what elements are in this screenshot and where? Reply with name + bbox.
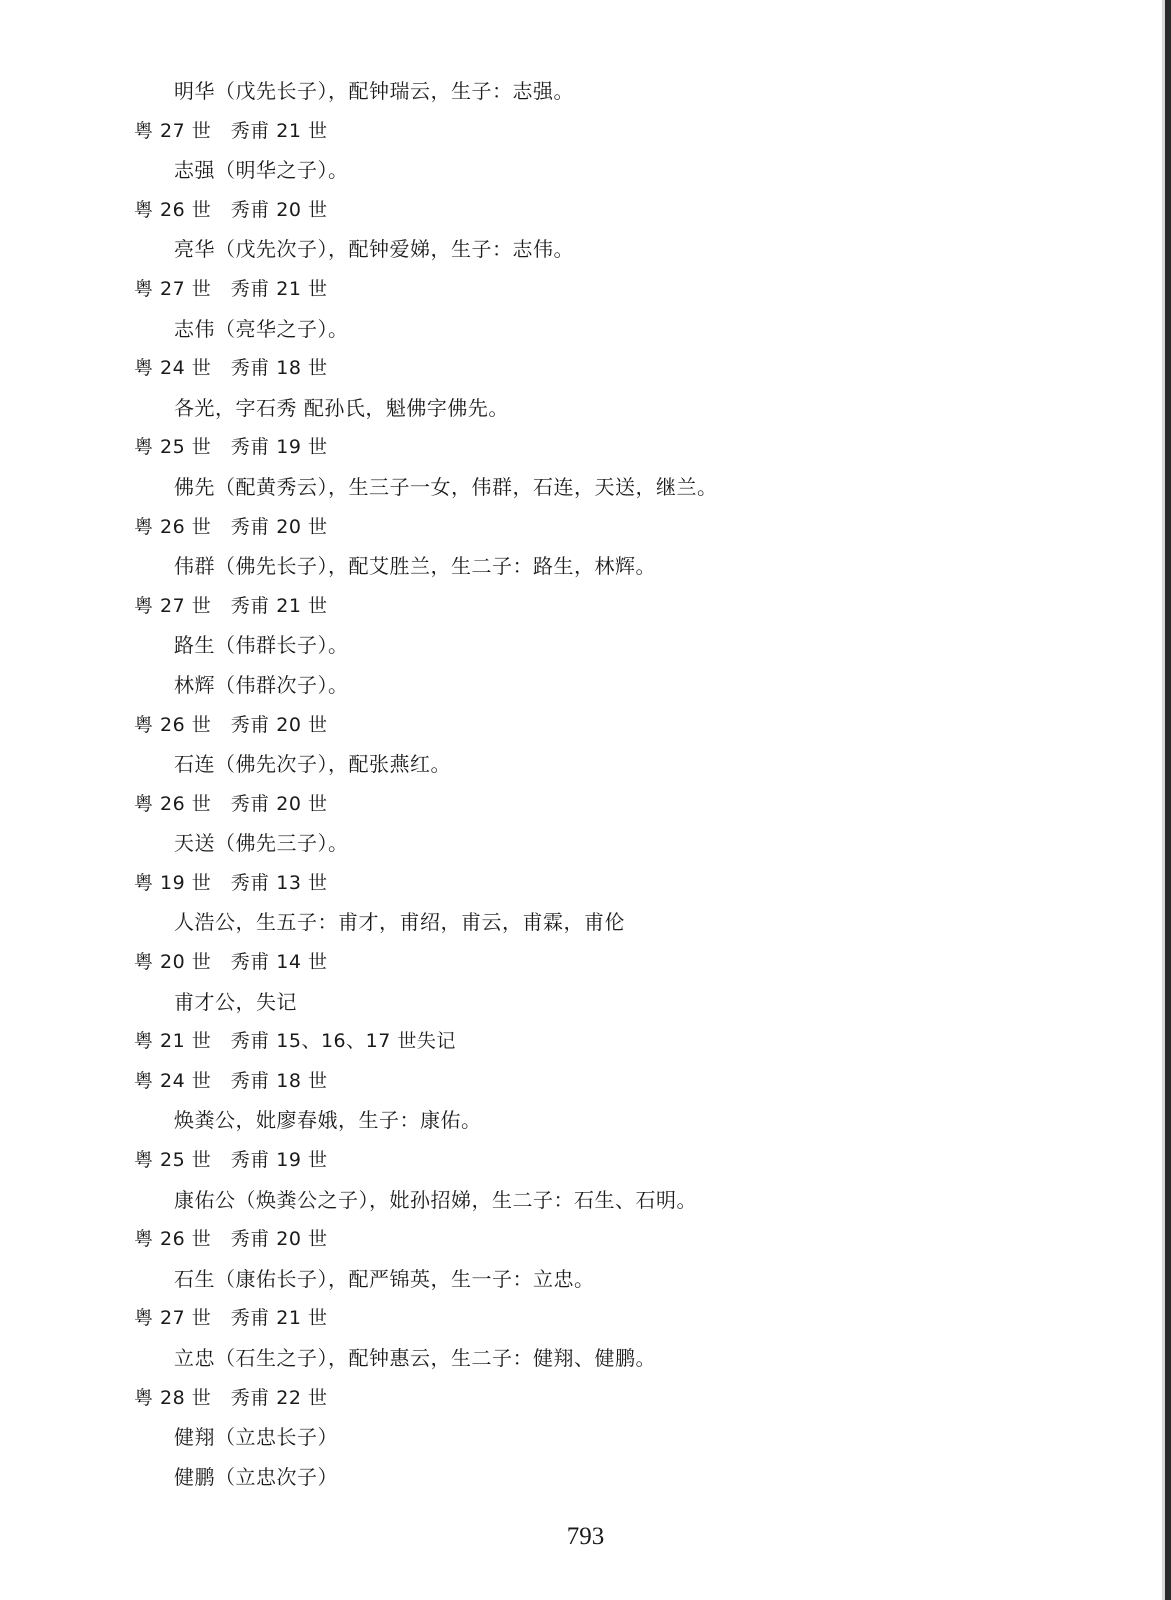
genealogy-entry: 石生（康佑长子），配严锦英，生一子：立忠。 (174, 1266, 595, 1291)
generation-heading: 粤 25 世 秀甫 19 世 (134, 1149, 328, 1172)
genealogy-entry: 伟群（佛先长子），配艾胜兰，生二子：路生，林辉。 (174, 554, 656, 579)
genealogy-entry: 健翔（立忠长子） (174, 1425, 338, 1450)
genealogy-entry: 焕粪公，妣廖春娥，生子：康佑。 (174, 1108, 482, 1133)
genealogy-entry: 人浩公，生五子：甫才，甫绍，甫云，甫霖，甫伦 (174, 910, 625, 935)
generation-heading: 粤 27 世 秀甫 21 世 (134, 119, 328, 142)
generation-heading: 粤 27 世 秀甫 21 世 (134, 1307, 328, 1330)
genealogy-entry: 康佑公（焕粪公之子），妣孙招娣，生二子：石生、石明。 (174, 1187, 697, 1212)
genealogy-entry: 立忠（石生之子），配钟惠云，生二子：健翔、健鹏。 (174, 1346, 656, 1370)
generation-heading: 粤 26 世 秀甫 20 世 (134, 713, 328, 736)
genealogy-entry: 亮华（戊先次子），配钟爱娣，生子：志伟。 (174, 237, 574, 262)
generation-heading: 粤 27 世 秀甫 21 世 (134, 277, 328, 300)
genealogy-entry: 志伟（亮华之子）。 (174, 316, 349, 341)
genealogy-entry: 佛先（配黄秀云），生三子一女，伟群，石连，天送，继兰。 (174, 474, 718, 499)
generation-heading: 粤 21 世 秀甫 15、16、17 世失记 (134, 1030, 456, 1053)
genealogy-entry: 石连（佛先次子），配张燕红。 (174, 752, 451, 777)
genealogy-entry: 健鹏（立忠次子） (174, 1464, 338, 1489)
generation-heading: 粤 26 世 秀甫 20 世 (134, 198, 328, 221)
genealogy-entry: 明华（戊先长子），配钟瑞云，生子：志强。 (174, 79, 574, 103)
scan-edge (1165, 0, 1171, 1600)
genealogy-entry: 各光，字石秀 配孙氏，魁佛字佛先。 (174, 395, 509, 420)
generation-heading: 粤 26 世 秀甫 20 世 (134, 515, 328, 538)
genealogy-entry: 甫才公，失记 (174, 989, 297, 1014)
genealogy-text (0, 72, 1100, 1497)
page-number: 793 (566, 1523, 605, 1550)
generation-heading: 粤 24 世 秀甫 18 世 (134, 357, 328, 380)
generation-heading: 粤 28 世 秀甫 22 世 (134, 1386, 328, 1409)
genealogy-entry: 林辉（伟群次子）。 (174, 672, 349, 697)
generation-heading: 粤 20 世 秀甫 14 世 (134, 951, 328, 974)
genealogy-entry: 天送（佛先三子）。 (174, 831, 349, 856)
generation-heading: 粤 26 世 秀甫 20 世 (134, 1228, 328, 1251)
generation-heading: 粤 24 世 秀甫 18 世 (134, 1069, 328, 1092)
generation-heading: 粤 26 世 秀甫 20 世 (134, 792, 328, 815)
generation-heading: 粤 25 世 秀甫 19 世 (134, 436, 328, 459)
genealogy-entry: 路生（伟群长子）。 (174, 633, 349, 658)
generation-heading: 粤 27 世 秀甫 21 世 (134, 594, 328, 617)
generation-heading: 粤 19 世 秀甫 13 世 (134, 871, 328, 894)
genealogy-entry: 志强（明华之子）。 (174, 158, 349, 183)
